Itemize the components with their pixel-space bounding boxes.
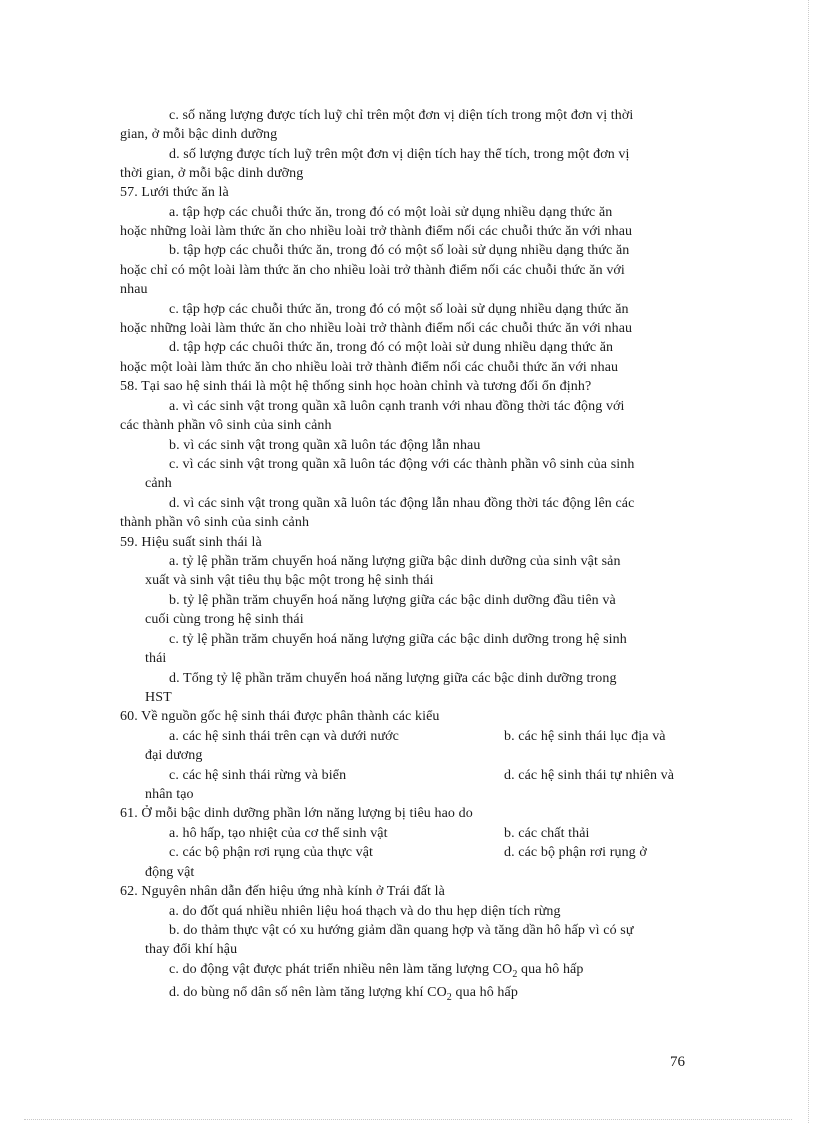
page-right-border	[808, 0, 809, 1123]
text-line: c. các bộ phận rơi rụng của thực vật	[169, 845, 374, 860]
text-line: đại dương	[145, 748, 203, 763]
page-number: 76	[670, 1054, 685, 1070]
text-line: b. các chất thải	[504, 826, 590, 841]
text-line: c. do động vật được phát triển nhiều nên làm tăng lượng CO	[169, 962, 513, 977]
question-heading: 58. Tại sao hệ sinh thái là một hệ thống sinh học hoàn chỉnh và tương đối ổn định?	[120, 379, 592, 394]
text-line: a. tập hợp các chuỗi thức ăn, trong đó có một loài sử dụng nhiều dạng thức ăn	[169, 205, 613, 220]
text-line: HST	[145, 690, 172, 705]
text-line: động vật	[145, 865, 195, 880]
text-line: d. do bùng nổ dân số nên làm tăng lượng khí CO	[169, 985, 447, 1000]
text-line: b. tập hợp các chuỗi thức ăn, trong đó có một số loài sử dụng nhiều dạng thức ăn	[169, 243, 630, 258]
text-line: nhân tạo	[145, 787, 194, 802]
text-line: thành phần vô sinh của sinh cảnh	[120, 515, 310, 530]
text-line: b. do thảm thực vật có xu hướng giảm dần quang hợp và tăng dần hô hấp vì có sự	[169, 923, 634, 938]
page-bottom-border	[24, 1119, 792, 1120]
question-heading: 60. Về nguồn gốc hệ sinh thái được phân thành các kiểu	[120, 709, 440, 724]
text-line: d. vì các sinh vật trong quần xã luôn tác động lẫn nhau đồng thời tác động lên các	[169, 496, 635, 511]
text-line: c. các hệ sinh thái rừng và biển	[169, 768, 347, 783]
text-line: hoặc chỉ có một loài làm thức ăn cho nhiều loài trở thành điểm nối các chuỗi thức ăn với	[120, 263, 625, 278]
text-line: a. vì các sinh vật trong quần xã luôn cạnh tranh với nhau đồng thời tác động với	[169, 399, 625, 414]
subscript: 2	[512, 968, 518, 980]
text-line: qua hô hấp	[517, 962, 584, 977]
text-line: b. vì các sinh vật trong quần xã luôn tác động lẫn nhau	[169, 438, 481, 453]
text-line: c. tập hợp các chuỗi thức ăn, trong đó có một số loài sử dụng nhiều dạng thức ăn	[169, 302, 629, 317]
text-line: d. Tổng tỷ lệ phần trăm chuyển hoá năng lượng giữa các bậc dinh dưỡng trong	[169, 671, 617, 686]
text-line: hoặc những loài làm thức ăn cho nhiều loài trở thành điểm nối các chuỗi thức ăn với nhau	[120, 224, 633, 239]
question-heading: 59. Hiệu suất sinh thái là	[120, 535, 262, 550]
question-heading: 61. Ở mỗi bậc dinh dưỡng phần lớn năng lượng bị tiêu hao do	[120, 806, 473, 821]
text-line: qua hô hấp	[451, 985, 518, 1000]
text-line: thời gian, ở mỗi bậc dinh dưỡng	[120, 166, 304, 181]
text-line: c. vì các sinh vật trong quần xã luôn tác động với các thành phần vô sinh của sinh	[169, 457, 635, 472]
text-line: b. tỷ lệ phần trăm chuyển hoá năng lượng giữa các bậc dinh dưỡng đầu tiên và	[169, 593, 616, 608]
text-line: cuối cùng trong hệ sinh thái	[145, 612, 304, 627]
text-line: a. do đốt quá nhiều nhiên liệu hoá thạch và do thu hẹp diện tích rừng	[169, 904, 561, 919]
question-heading: 57. Lưới thức ăn là	[120, 185, 229, 200]
text-line: c. tỷ lệ phần trăm chuyển hoá năng lượng giữa các bậc dinh dưỡng trong hệ sinh	[169, 632, 627, 647]
text-line: c. số năng lượng được tích luỹ chỉ trên một đơn vị diện tích trong một đơn vị thời	[169, 108, 634, 123]
text-line	[169, 960, 583, 980]
question-heading: 62. Nguyên nhân dẫn đến hiệu ứng nhà kính ở Trái đất là	[120, 884, 445, 899]
text-line: b. các hệ sinh thái lục địa và	[504, 729, 666, 744]
text-line: thái	[145, 651, 167, 666]
subscript: 2	[446, 991, 452, 1003]
text-line: d. các bộ phận rơi rụng ở	[504, 845, 647, 860]
text-line: xuất và sinh vật tiêu thụ bậc một trong hệ sinh thái	[145, 573, 434, 588]
text-line: thay đổi khí hậu	[145, 942, 238, 957]
text-line: nhau	[120, 282, 148, 297]
text-line: các thành phần vô sinh của sinh cảnh	[120, 418, 332, 433]
text-line	[169, 983, 518, 1003]
text-line: d. số lượng được tích luỹ trên một đơn vị diện tích hay thể tích, trong một đơn vị	[169, 147, 630, 162]
text-line: a. tỷ lệ phần trăm chuyển hoá năng lượng giữa bậc dinh dưỡng của sinh vật sản	[169, 554, 621, 569]
text-line: a. hô hấp, tạo nhiệt của cơ thể sinh vật	[169, 826, 388, 841]
text-line: d. tập hợp các chuôi thức ăn, trong đó có một loài sử dung nhiều dạng thức ăn	[169, 340, 614, 355]
text-line: a. các hệ sinh thái trên cạn và dưới nước	[169, 729, 399, 744]
text-line: cảnh	[145, 476, 172, 491]
text-line: gian, ở mỗi bậc dinh dưỡng	[120, 127, 278, 142]
text-line: hoặc những loài làm thức ăn cho nhiều loài trở thành điểm nối các chuỗi thức ăn với nhau	[120, 321, 633, 336]
text-line: hoặc một loài làm thức ăn cho nhiều loài trở thành điểm nối các chuỗi thức ăn với nhau	[120, 360, 619, 375]
text-line: d. các hệ sinh thái tự nhiên và	[504, 768, 675, 783]
